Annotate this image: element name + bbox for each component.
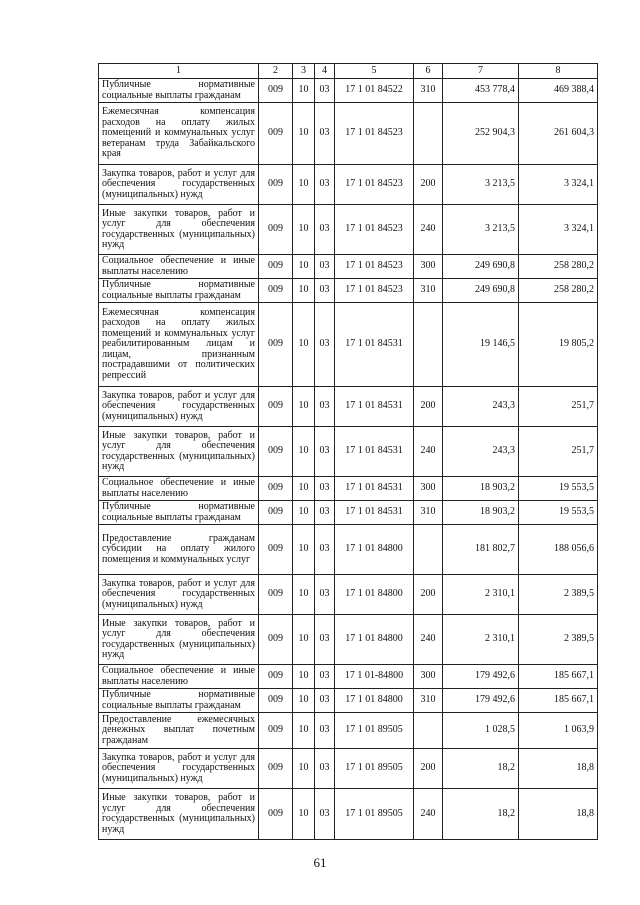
expense-type-cell: 200 (414, 165, 443, 205)
subsection-cell: 03 (315, 103, 335, 165)
admin-code-cell: 009 (259, 279, 293, 303)
section-cell: 10 (293, 255, 315, 279)
admin-code-cell: 009 (259, 255, 293, 279)
table-row (99, 713, 598, 749)
admin-code-cell: 009 (259, 79, 293, 103)
row-name-cell: Публичные нормативные социальные выплаты гражданам (99, 279, 259, 303)
amount-year2-cell: 2 389,5 (519, 615, 598, 665)
expense-type-cell: 240 (414, 789, 443, 840)
amount-year2-cell: 3 324,1 (519, 205, 598, 255)
target-article-cell: 17 1 01 84531 (335, 477, 414, 501)
row-name-cell: Закупка товаров, работ и услуг для обеспечения государственных (муниципальных) нужд (99, 749, 259, 789)
subsection-cell: 03 (315, 303, 335, 387)
target-article-cell: 17 1 01 89505 (335, 713, 414, 749)
section-cell: 10 (293, 615, 315, 665)
table-row (99, 79, 598, 103)
amount-year1-cell: 2 310,1 (443, 575, 519, 615)
subsection-cell: 03 (315, 501, 335, 525)
admin-code-cell: 009 (259, 501, 293, 525)
column-header: 2 (259, 64, 293, 79)
section-cell: 10 (293, 387, 315, 427)
amount-year1-cell: 19 146,5 (443, 303, 519, 387)
subsection-cell: 03 (315, 665, 335, 689)
subsection-cell: 03 (315, 575, 335, 615)
amount-year1-cell: 2 310,1 (443, 615, 519, 665)
amount-year1-cell: 18 903,2 (443, 501, 519, 525)
amount-year1-cell: 453 778,4 (443, 79, 519, 103)
row-name-cell: Иные закупки товаров, работ и услуг для обеспечения государственных (муниципальных) нужд (99, 205, 259, 255)
section-cell: 10 (293, 205, 315, 255)
amount-year2-cell: 185 667,1 (519, 689, 598, 713)
expense-type-cell: 310 (414, 79, 443, 103)
section-cell: 10 (293, 501, 315, 525)
target-article-cell: 17 1 01 84523 (335, 165, 414, 205)
admin-code-cell: 009 (259, 103, 293, 165)
table-row (99, 789, 598, 840)
subsection-cell: 03 (315, 387, 335, 427)
amount-year2-cell: 185 667,1 (519, 665, 598, 689)
amount-year2-cell: 251,7 (519, 427, 598, 477)
subsection-cell: 03 (315, 165, 335, 205)
admin-code-cell: 009 (259, 713, 293, 749)
target-article-cell: 17 1 01-84800 (335, 665, 414, 689)
section-cell: 10 (293, 689, 315, 713)
admin-code-cell: 009 (259, 477, 293, 501)
table-row (99, 665, 598, 689)
target-article-cell: 17 1 01 84523 (335, 103, 414, 165)
row-name-cell: Социальное обеспечение и иные выплаты населению (99, 477, 259, 501)
table-row (99, 525, 598, 575)
table-row (99, 427, 598, 477)
amount-year2-cell: 258 280,2 (519, 255, 598, 279)
table-row (99, 615, 598, 665)
amount-year2-cell: 261 604,3 (519, 103, 598, 165)
target-article-cell: 17 1 01 84800 (335, 575, 414, 615)
row-name-cell: Закупка товаров, работ и услуг для обеспечения государственных (муниципальных) нужд (99, 575, 259, 615)
column-header: 6 (414, 64, 443, 79)
subsection-cell: 03 (315, 525, 335, 575)
expense-type-cell: 300 (414, 477, 443, 501)
admin-code-cell: 009 (259, 303, 293, 387)
target-article-cell: 17 1 01 84522 (335, 79, 414, 103)
row-name-cell: Социальное обеспечение и иные выплаты населению (99, 255, 259, 279)
table-body (99, 64, 598, 840)
section-cell: 10 (293, 665, 315, 689)
table-row (99, 689, 598, 713)
target-article-cell: 17 1 01 84523 (335, 255, 414, 279)
page-number: 61 (313, 855, 327, 870)
subsection-cell: 03 (315, 279, 335, 303)
section-cell: 10 (293, 279, 315, 303)
amount-year1-cell: 249 690,8 (443, 255, 519, 279)
target-article-cell: 17 1 01 84523 (335, 205, 414, 255)
expense-type-cell: 310 (414, 501, 443, 525)
row-name-cell: Ежемесячная компенсация расходов на оплату жилых помещений и коммунальных услуг реабилитированным лицам и лицам, признанным пострадавшими от политических репрессий (99, 303, 259, 387)
subsection-cell: 03 (315, 615, 335, 665)
admin-code-cell: 009 (259, 665, 293, 689)
target-article-cell: 17 1 01 89505 (335, 789, 414, 840)
admin-code-cell: 009 (259, 789, 293, 840)
column-header: 8 (519, 64, 598, 79)
amount-year1-cell: 179 492,6 (443, 689, 519, 713)
column-header: 5 (335, 64, 414, 79)
column-header: 3 (293, 64, 315, 79)
section-cell: 10 (293, 103, 315, 165)
admin-code-cell: 009 (259, 427, 293, 477)
row-name-cell: Предоставление ежемесячных денежных выплат почетным гражданам (99, 713, 259, 749)
admin-code-cell: 009 (259, 615, 293, 665)
admin-code-cell: 009 (259, 749, 293, 789)
row-name-cell: Публичные нормативные социальные выплаты гражданам (99, 689, 259, 713)
subsection-cell: 03 (315, 427, 335, 477)
amount-year1-cell: 243,3 (443, 427, 519, 477)
subsection-cell: 03 (315, 477, 335, 501)
target-article-cell: 17 1 01 84800 (335, 525, 414, 575)
target-article-cell: 17 1 01 84531 (335, 387, 414, 427)
row-name-cell: Публичные нормативные социальные выплаты гражданам (99, 501, 259, 525)
table-row (99, 501, 598, 525)
subsection-cell: 03 (315, 789, 335, 840)
row-name-cell: Закупка товаров, работ и услуг для обеспечения государственных (муниципальных) нужд (99, 387, 259, 427)
amount-year2-cell: 188 056,6 (519, 525, 598, 575)
row-name-cell: Социальное обеспечение и иные выплаты населению (99, 665, 259, 689)
table-row (99, 103, 598, 165)
amount-year2-cell: 251,7 (519, 387, 598, 427)
admin-code-cell: 009 (259, 689, 293, 713)
target-article-cell: 17 1 01 89505 (335, 749, 414, 789)
section-cell: 10 (293, 427, 315, 477)
subsection-cell: 03 (315, 713, 335, 749)
target-article-cell: 17 1 01 84800 (335, 615, 414, 665)
admin-code-cell: 009 (259, 525, 293, 575)
expense-type-cell: 310 (414, 279, 443, 303)
admin-code-cell: 009 (259, 205, 293, 255)
expense-type-cell (414, 303, 443, 387)
table-row (99, 303, 598, 387)
subsection-cell: 03 (315, 205, 335, 255)
amount-year1-cell: 181 802,7 (443, 525, 519, 575)
target-article-cell: 17 1 01 84531 (335, 303, 414, 387)
amount-year1-cell: 249 690,8 (443, 279, 519, 303)
column-header: 4 (315, 64, 335, 79)
column-header: 7 (443, 64, 519, 79)
budget-table (98, 63, 598, 840)
expense-type-cell: 240 (414, 427, 443, 477)
section-cell: 10 (293, 713, 315, 749)
amount-year2-cell: 19 553,5 (519, 501, 598, 525)
table-header-row (99, 64, 598, 79)
amount-year2-cell: 469 388,4 (519, 79, 598, 103)
subsection-cell: 03 (315, 749, 335, 789)
expense-type-cell: 310 (414, 689, 443, 713)
amount-year2-cell: 18,8 (519, 789, 598, 840)
expense-type-cell (414, 713, 443, 749)
row-name-cell: Ежемесячная компенсация расходов на оплату жилых помещений и коммунальных услуг ветеранам труда Забайкальского края (99, 103, 259, 165)
expense-type-cell: 240 (414, 615, 443, 665)
row-name-cell: Закупка товаров, работ и услуг для обеспечения государственных (муниципальных) нужд (99, 165, 259, 205)
target-article-cell: 17 1 01 84800 (335, 689, 414, 713)
expense-type-cell: 300 (414, 665, 443, 689)
amount-year1-cell: 3 213,5 (443, 205, 519, 255)
amount-year2-cell: 2 389,5 (519, 575, 598, 615)
table-row (99, 205, 598, 255)
expense-type-cell: 200 (414, 575, 443, 615)
admin-code-cell: 009 (259, 165, 293, 205)
expense-type-cell: 200 (414, 387, 443, 427)
table-row (99, 279, 598, 303)
amount-year2-cell: 258 280,2 (519, 279, 598, 303)
amount-year1-cell: 1 028,5 (443, 713, 519, 749)
amount-year1-cell: 18,2 (443, 749, 519, 789)
amount-year2-cell: 18,8 (519, 749, 598, 789)
row-name-cell: Иные закупки товаров, работ и услуг для обеспечения государственных (муниципальных) нужд (99, 427, 259, 477)
subsection-cell: 03 (315, 689, 335, 713)
admin-code-cell: 009 (259, 575, 293, 615)
target-article-cell: 17 1 01 84531 (335, 501, 414, 525)
subsection-cell: 03 (315, 79, 335, 103)
amount-year1-cell: 3 213,5 (443, 165, 519, 205)
amount-year1-cell: 243,3 (443, 387, 519, 427)
table-row (99, 749, 598, 789)
section-cell: 10 (293, 749, 315, 789)
section-cell: 10 (293, 303, 315, 387)
section-cell: 10 (293, 789, 315, 840)
section-cell: 10 (293, 575, 315, 615)
table-row (99, 165, 598, 205)
table-row (99, 387, 598, 427)
subsection-cell: 03 (315, 255, 335, 279)
section-cell: 10 (293, 477, 315, 501)
column-header: 1 (99, 64, 259, 79)
section-cell: 10 (293, 525, 315, 575)
section-cell: 10 (293, 165, 315, 205)
target-article-cell: 17 1 01 84531 (335, 427, 414, 477)
row-name-cell: Иные закупки товаров, работ и услуг для обеспечения государственных (муниципальных) нужд (99, 789, 259, 840)
expense-type-cell: 200 (414, 749, 443, 789)
row-name-cell: Иные закупки товаров, работ и услуг для обеспечения государственных (муниципальных) нужд (99, 615, 259, 665)
amount-year1-cell: 18,2 (443, 789, 519, 840)
table-row (99, 477, 598, 501)
section-cell: 10 (293, 79, 315, 103)
table-row (99, 575, 598, 615)
amount-year2-cell: 19 553,5 (519, 477, 598, 501)
expense-type-cell (414, 525, 443, 575)
expense-type-cell: 240 (414, 205, 443, 255)
row-name-cell: Публичные нормативные социальные выплаты гражданам (99, 79, 259, 103)
expense-type-cell (414, 103, 443, 165)
amount-year1-cell: 252 904,3 (443, 103, 519, 165)
amount-year2-cell: 19 805,2 (519, 303, 598, 387)
admin-code-cell: 009 (259, 387, 293, 427)
amount-year1-cell: 18 903,2 (443, 477, 519, 501)
row-name-cell: Предоставление гражданам субсидии на оплату жилого помещения и коммунальных услуг (99, 525, 259, 575)
table-row (99, 255, 598, 279)
amount-year1-cell: 179 492,6 (443, 665, 519, 689)
amount-year2-cell: 3 324,1 (519, 165, 598, 205)
target-article-cell: 17 1 01 84523 (335, 279, 414, 303)
expense-type-cell: 300 (414, 255, 443, 279)
amount-year2-cell: 1 063,9 (519, 713, 598, 749)
